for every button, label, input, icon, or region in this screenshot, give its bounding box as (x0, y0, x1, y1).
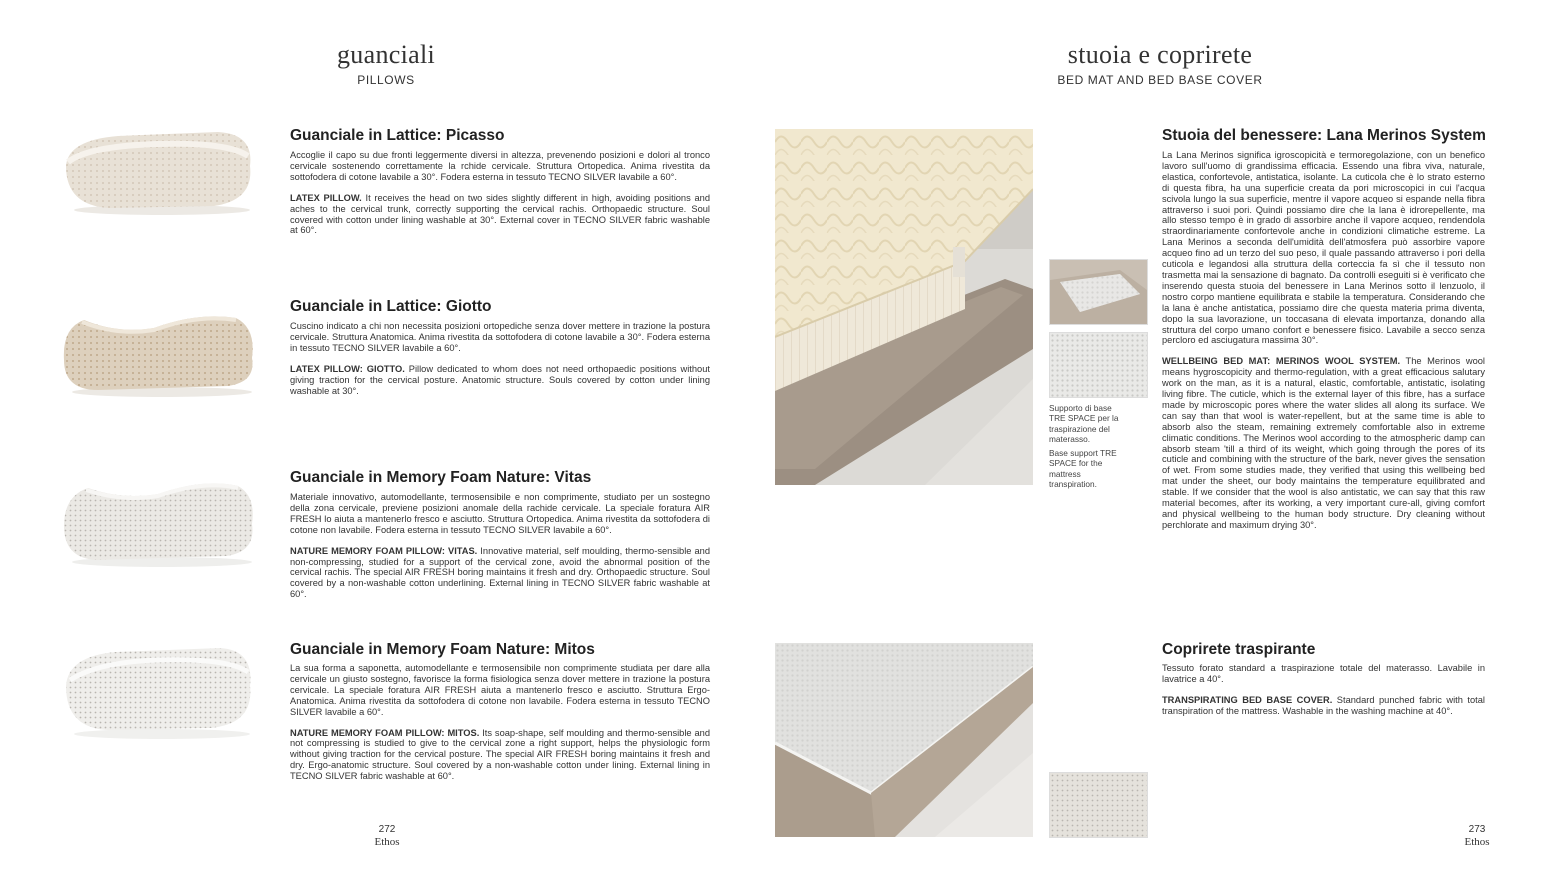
description-it: La Lana Merinos significa igroscopicità e termoregolazione, con un benefico lavoro sull'uomo di grandissima efficacia. Essendo una fibra viva, naturale, elastica, confortevole, antistatica, isolante. La cuticola che è lo strato esterno di questa fibra, ha una superficie creata da pori microscopici in cui l'acqua scivola lungo la sua superficie, mentre il vapore acqueo si espande nella fibra attraverso i suoi pori. Quindi possiamo dire che la lana è idrorepellente, ma allo stesso tempo è in grado di assorbire anche il vapore acqueo, rendendola straordinariamente confortevole anche in condizioni climatiche estreme. La Lana Merinos a seconda dell'umidità dell'atmosfera può assorbire vapore acqueo fino ad un terzo del suo peso, il quale passando attraverso i pori della cuticola e legandosi alla struttura della corteccia fa sì che il tessuto non trasmetta mai la sensazione di bagnato. Da controlli eseguiti si è verificato che inserendo questa stuoia del benessere in Lana Merinos sotto il lenzuolo, il nostro corpo mantiene equilibrata e stabile la temperatura. Considerando che la lana è anche antistatica, possiamo dire che questa materia prima diventa, dopo la sua lavorazione, un toccasana di elevata importanza, donando alla struttura del corpo umano confort e benessere fisico. Lavabile a secco senza percloro ed asciugatura massima 30°. (1162, 150, 1485, 346)
description-en-body: It receives the head on two sides slightly different in high, avoiding positions and aches to the cervical trunk, correctly supporting the cervical rachis. Orthopaedic structure. Soul covered with cotton under lining washable at 30°. External cover in TECNO SILVER fabric washable at 60°. (290, 192, 711, 236)
caption-en: Base support TRE SPACE for the mattress transpiration. (1049, 448, 1117, 490)
left-section-subtitle: PILLOWS (357, 73, 415, 87)
product-title-merinos: Stuoia del benessere: Lana Merinos System (1162, 127, 1486, 144)
description-en (1162, 695, 1485, 717)
pillow-vitas-image (58, 468, 258, 568)
pillow-picasso-image (58, 126, 258, 216)
description-en-label: TRANSPIRATING BED BASE COVER. (1162, 694, 1333, 705)
description-it: Tessuto forato standard a traspirazione totale del materasso. Lavabile in lavatrice a 40°. (1162, 663, 1485, 684)
caption-it: Supporto di base TRE SPACE per la traspirazione del materasso. (1049, 403, 1119, 444)
product-text-coprirete (1162, 663, 1485, 717)
right-page-number: 273 (1468, 824, 1486, 835)
product-text-picasso (290, 150, 710, 236)
description-en-body: Pillow dedicated to whom does not need orthopaedic positions without giving traction for the cervical posture. Anatomic structure. Souls covered by cotton under lining washable at 30°. (290, 363, 710, 396)
left-brand: Ethos (374, 836, 400, 848)
right-section-title: stuoia e coprirete (1067, 40, 1253, 69)
left-section-title: guanciali (337, 40, 435, 69)
product-title-mitos: Guanciale in Memory Foam Nature: Mitos (290, 641, 595, 658)
right-section-subtitle: BED MAT AND BED BASE COVER (1057, 73, 1263, 87)
base-support-caption (1049, 403, 1129, 489)
description-en-body: Its soap-shape, self moulding and thermo-sensible and not compressing is studied to give to the cervical zone a right support, helps the physiologic form without giving traction for the cervical posture. The special AIR FRESH boring maintains it fresh and dry. Ergo-anatomic structure. Soul covered by a non-washable cotton under lining. External lining in TECNO SILVER fabric washable at 60°. (290, 727, 710, 782)
product-title-vitas: Guanciale in Memory Foam Nature: Vitas (290, 469, 592, 486)
description-en (1162, 356, 1485, 531)
pillow-mitos-image (58, 640, 258, 740)
product-text-vitas (290, 492, 710, 600)
left-page-number: 272 (378, 824, 396, 835)
description-en (290, 728, 710, 783)
description-en (290, 364, 710, 397)
description-it: Materiale innovativo, automodellante, termosensibile e non comprimente, studiato per un sostegno della zona cervicale, previene posizioni anomale della rachide cervicale. La speciale foratura AIR FRESH lo aiuta a mantenerlo fresco e asciutto. Struttura Ortopedica. Anima rivestita da sottofodera di cotone non lavabile. Fodera esterna in tessuto TECNO SILVER lavabile a 60°. (290, 492, 710, 535)
product-text-giotto (290, 321, 710, 396)
product-title-giotto: Guanciale in Lattice: Giotto (290, 298, 492, 315)
product-text-merinos (1162, 150, 1485, 531)
description-en-label: LATEX PILLOW: GIOTTO. (290, 363, 405, 374)
description-en (290, 193, 710, 237)
description-it: Accoglie il capo su due fronti leggermente diversi in altezza, prevenendo posizioni e dolori al tronco cervicale sostenendo correttamente la rchide cervicale. Struttura Ortopedica. Anima rivestita da sottofodera di cotone lavabile a 30°. Fodera esterna in tessuto TECNO SILVER lavabile a 60°. (290, 150, 710, 182)
product-text-mitos (290, 663, 710, 782)
description-it: La sua forma a saponetta, automodellante e termosensibile non comprimente studiata per dare alla cervicale un giusto sostegno, favorisce la forma fisiologica senza dover mettere in trazione la postura cervicale. La speciale foratura AIR FRESH aiuta a mantenerlo fresco e asciutto. Struttura Ergo-Anatomica. Anima rivestita da sottofodera di cotone non lavabile. Fodera esterna in tessuto TECNO SILVER lavabile a 60°. (290, 663, 710, 717)
product-title-coprirete: Coprirete traspirante (1162, 641, 1316, 658)
description-it: Cuscino indicato a chi non necessita posizioni ortopediche senza dover mettere in trazione la postura cervicale. Struttura Anatomica. Anima rivestita da sottofodera di cotone lavabile a 30°. Fodera esterna in tessuto TECNO SILVER lavabile a 60°. (290, 321, 710, 353)
description-en-body: Standard punched fabric with total transpiration of the mattress. Washable in the washing machine at 40°. (1162, 694, 1485, 716)
description-en-body: Innovative material, self moulding, thermo-sensible and non-compressing, studied for a support of the cervical zone, avoid the abnormal position of the cervical rachis. The special AIR FRESH boring maintains it fresh and dry. Orthopaedic structure. Soul covered by a non-washable cotton underlining. External lining in TECNO SILVER fabric washable at 60°. (290, 545, 710, 600)
description-en-label: LATEX PILLOW. (290, 192, 362, 203)
description-en-label: NATURE MEMORY FOAM PILLOW: MITOS. (290, 727, 480, 738)
base-support-corner-photo (1049, 259, 1148, 325)
wool-bed-mat-photo (775, 129, 1033, 485)
description-en-body: The Merinos wool means hygroscopicity and thermo-regulation, with a great efficacious salutary work on the man, as it is a natural, elastic, comfortable, antistatic, isolating living fibre. The cuticle, which is the external layer of this fibre, has a surface made by microscopic pores where the water slides all along its surface. We can say than that wool is water-repellent, but at the same time is able to absorb also the steam, remaining extremely comfortable also in extreme climatic conditions. The Merinos wool according to the atmospheric damp can absorb steam 'till a third of its weight, which going through the pores of its cuticle and combining with the structure of the bark, never gives the sensation of wet. From some studies made, they verified that using this wellbeing bed mat under the sheet, our body maintains the temperature equilibrated and stable. If we consider that the wool is also antistatic, we can say that this raw material becomes, after its working, a very important cure-all, giving comfort and physical wellbeing to the human body structure. Dry cleaning without perchlorate and maximum drying 30°. (1162, 356, 1485, 530)
product-title-picasso: Guanciale in Lattice: Picasso (290, 127, 505, 144)
pillow-giotto-image (58, 298, 258, 398)
description-en-label: WELLBEING BED MAT: MERINOS WOOL SYSTEM. (1162, 356, 1401, 367)
tre-space-mesh-swatch (1049, 332, 1148, 398)
bed-base-cover-swatch (1049, 772, 1148, 838)
description-en-label: NATURE MEMORY FOAM PILLOW: VITAS. (290, 545, 478, 556)
right-brand: Ethos (1464, 836, 1490, 848)
bed-base-cover-photo (775, 643, 1033, 837)
description-en (290, 546, 710, 601)
